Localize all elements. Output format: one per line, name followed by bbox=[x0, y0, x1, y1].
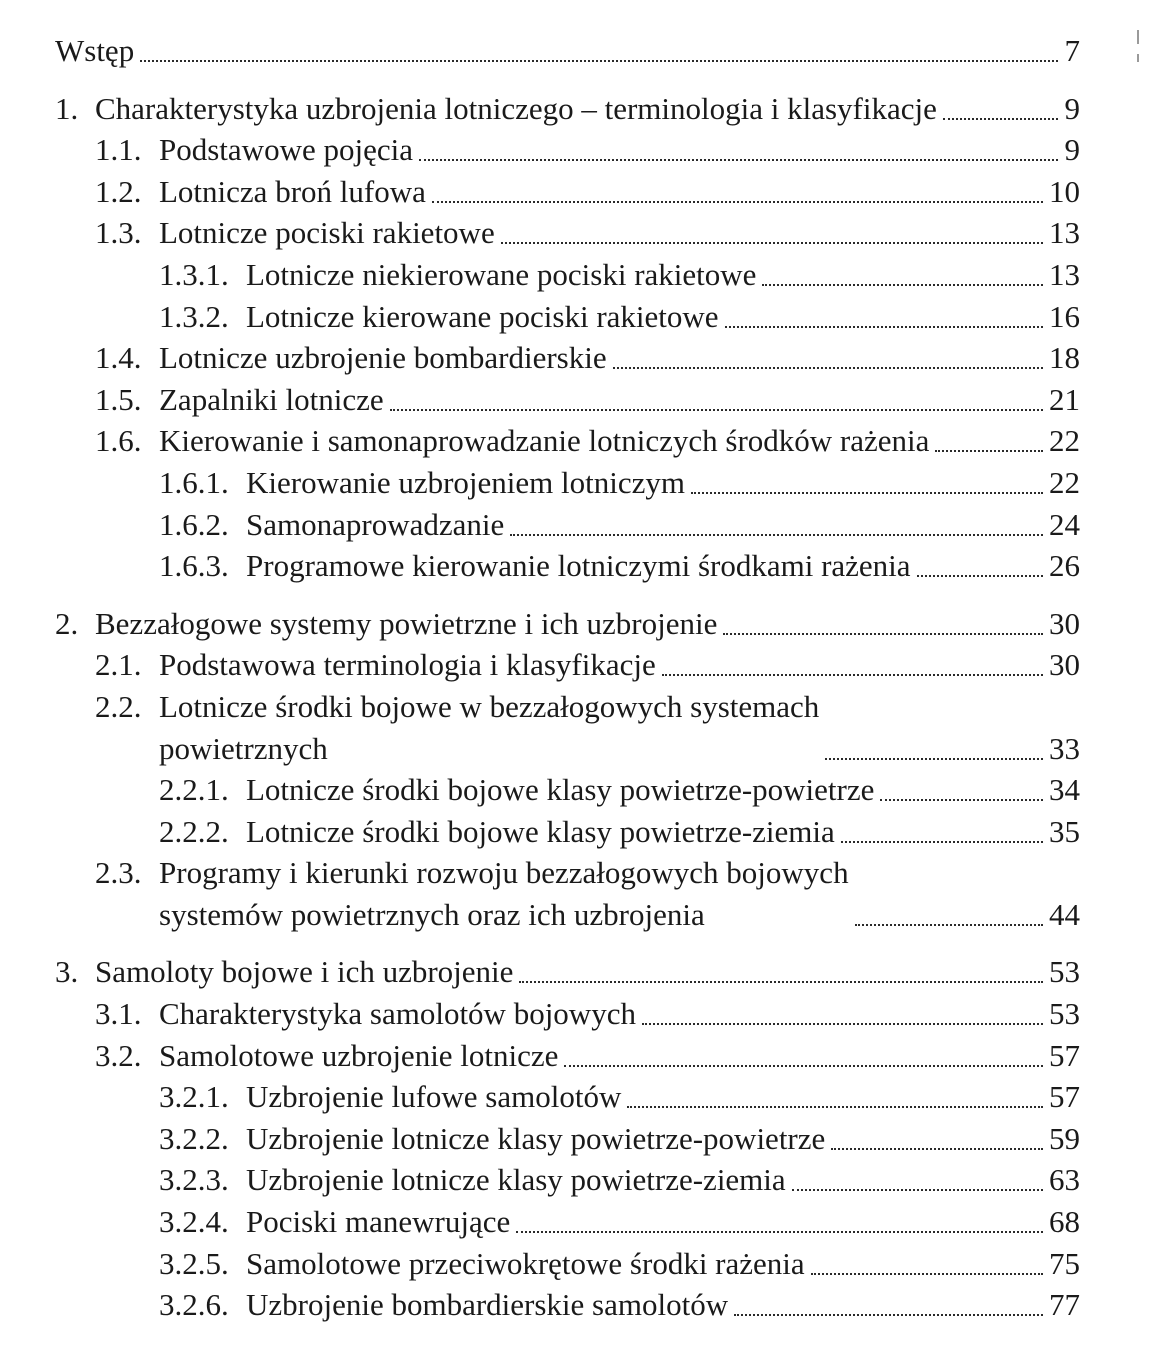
toc-leader-dots bbox=[140, 60, 1058, 62]
toc-page-number: 13 bbox=[1049, 215, 1080, 251]
toc-page-number: 53 bbox=[1049, 954, 1080, 990]
toc-entry-title: Kierowanie i samonaprowadzanie lotniczych środków rażenia bbox=[159, 423, 930, 459]
toc-entry bbox=[55, 337, 1080, 379]
toc-entry bbox=[55, 171, 1080, 213]
toc-entry-title: Uzbrojenie lufowe samolotów bbox=[246, 1079, 622, 1115]
toc-entry-title: Lotnicze niekierowane pociski rakietowe bbox=[246, 256, 757, 292]
toc-entry-title: Lotnicza broń lufowa bbox=[159, 173, 426, 209]
toc-entry-number: 1.6.2. bbox=[159, 506, 229, 542]
toc-page-number: 57 bbox=[1049, 1037, 1080, 1073]
toc-entry-title: Samolotowe uzbrojenie lotnicze bbox=[159, 1037, 559, 1073]
toc-entry-number: 2.1. bbox=[95, 647, 142, 683]
toc-entry-title: Wstęp bbox=[55, 33, 135, 68]
toc-leader-dots bbox=[510, 534, 1043, 536]
toc-page-number: 22 bbox=[1049, 423, 1080, 459]
toc-entry-title-continuation: powietrznych bbox=[159, 730, 328, 766]
toc-entry-number: 1.6. bbox=[95, 423, 142, 459]
toc-entry bbox=[55, 603, 1080, 645]
toc-entry bbox=[55, 1118, 1080, 1160]
toc-entry-title: Uzbrojenie lotnicze klasy powietrze-ziemia bbox=[246, 1162, 786, 1198]
toc-entry-number: 3.2.1. bbox=[159, 1079, 229, 1115]
toc-entry-number: 1.6.1. bbox=[159, 464, 229, 500]
toc-page-number: 77 bbox=[1049, 1287, 1080, 1323]
toc-page-number: 22 bbox=[1049, 464, 1080, 500]
toc-entry-number: 1.3.1. bbox=[159, 256, 229, 292]
toc-entry-title: Bezzałogowe systemy powietrzne i ich uzbrojenie bbox=[95, 605, 718, 641]
toc-entry-title: Charakterystyka uzbrojenia lotniczego – terminologia i klasyfikacje bbox=[95, 90, 937, 126]
toc-entry bbox=[55, 1035, 1080, 1077]
toc-entry-title: Samolotowe przeciwokrętowe środki rażenia bbox=[246, 1245, 805, 1281]
toc-entry bbox=[55, 811, 1080, 853]
toc-entry-title: Lotnicze uzbrojenie bombardierskie bbox=[159, 340, 607, 376]
toc-entry bbox=[55, 852, 1080, 935]
toc-entry bbox=[55, 420, 1080, 462]
toc-page-number: 44 bbox=[1049, 896, 1080, 932]
toc-leader-dots bbox=[831, 1148, 1043, 1150]
toc-leader-dots bbox=[792, 1189, 1043, 1191]
toc-entry-number: 1.2. bbox=[95, 173, 142, 209]
toc-leader-dots bbox=[516, 1231, 1043, 1233]
toc-entry-title: Lotnicze środki bojowe klasy powietrze-ziemia bbox=[246, 813, 835, 849]
toc-leader-dots bbox=[943, 118, 1058, 120]
toc-page-number: 10 bbox=[1049, 173, 1080, 209]
toc-entry-number: 1.5. bbox=[95, 381, 142, 417]
toc-page-number: 7 bbox=[1064, 33, 1080, 68]
toc-leader-dots bbox=[613, 367, 1043, 369]
toc-entry-title: Lotnicze kierowane pociski rakietowe bbox=[246, 298, 719, 334]
toc-entry-number: 2. bbox=[55, 605, 79, 641]
toc-leader-dots bbox=[917, 575, 1043, 577]
toc-leader-dots bbox=[811, 1273, 1043, 1275]
toc-leader-dots bbox=[723, 633, 1043, 635]
toc-page-number: 75 bbox=[1049, 1245, 1080, 1281]
toc-entry bbox=[55, 951, 1080, 993]
toc-entry-number: 2.2.1. bbox=[159, 772, 229, 808]
toc-page-number: 9 bbox=[1064, 132, 1080, 168]
toc-entry-title: Samonaprowadzanie bbox=[246, 506, 505, 542]
toc-entry bbox=[55, 1201, 1080, 1243]
toc-entry-number: 1.6.3. bbox=[159, 548, 229, 584]
toc-page-number: 30 bbox=[1049, 647, 1080, 683]
toc-entry bbox=[55, 1076, 1080, 1118]
toc-entry bbox=[55, 296, 1080, 338]
toc-entry bbox=[55, 545, 1080, 587]
toc-entry bbox=[55, 88, 1080, 130]
toc-page-number: 24 bbox=[1049, 506, 1080, 542]
toc-page-number: 13 bbox=[1049, 256, 1080, 292]
toc-entry-title: Uzbrojenie lotnicze klasy powietrze-powietrze bbox=[246, 1120, 826, 1156]
toc-page-number: 57 bbox=[1049, 1079, 1080, 1115]
toc-entry-number: 2.3. bbox=[95, 855, 142, 891]
toc-entry-title: Programowe kierowanie lotniczymi środkami rażenia bbox=[246, 548, 911, 584]
toc-leader-dots bbox=[725, 326, 1043, 328]
toc-entry-title-line: Lotnicze środki bojowe w bezzałogowych systemach bbox=[159, 688, 820, 724]
toc-entry-number: 3.2.4. bbox=[159, 1204, 229, 1240]
toc-entry-title: Uzbrojenie bombardierskie samolotów bbox=[246, 1287, 729, 1323]
toc-page-number: 21 bbox=[1049, 381, 1080, 417]
toc-entry-number: 1.3.2. bbox=[159, 298, 229, 334]
toc-leader-dots bbox=[762, 284, 1043, 286]
toc-leader-dots bbox=[627, 1106, 1043, 1108]
toc-page-number: 53 bbox=[1049, 996, 1080, 1032]
toc-leader-dots bbox=[734, 1314, 1043, 1316]
toc-entry-title: Podstawowa terminologia i klasyfikacje bbox=[159, 647, 656, 683]
toc-leader-dots bbox=[880, 799, 1043, 801]
scan-edge-mark bbox=[1137, 54, 1139, 62]
toc-entry bbox=[55, 769, 1080, 811]
toc-entry-title: Kierowanie uzbrojeniem lotniczym bbox=[246, 464, 686, 500]
toc-entry bbox=[55, 462, 1080, 504]
toc-entry-number: 3.2.3. bbox=[159, 1162, 229, 1198]
toc-entry-number: 3.2.5. bbox=[159, 1245, 229, 1281]
toc-entry-title: Charakterystyka samolotów bojowych bbox=[159, 996, 636, 1032]
toc-leader-dots bbox=[432, 201, 1043, 203]
toc-leader-dots bbox=[642, 1023, 1043, 1025]
toc-leader-dots bbox=[419, 159, 1058, 161]
toc-entry bbox=[55, 686, 1080, 769]
toc-entry bbox=[55, 379, 1080, 421]
toc-entry-number: 1. bbox=[55, 90, 79, 126]
toc-leader-dots bbox=[825, 758, 1043, 760]
toc-entry-title bbox=[159, 852, 849, 935]
toc-leader-dots bbox=[855, 924, 1043, 926]
toc-entry-number: 1.1. bbox=[95, 132, 142, 168]
toc-page-number: 34 bbox=[1049, 772, 1080, 808]
toc-entry bbox=[55, 644, 1080, 686]
toc-page-number: 35 bbox=[1049, 813, 1080, 849]
toc-entry bbox=[55, 212, 1080, 254]
toc-page-number: 16 bbox=[1049, 298, 1080, 334]
toc-entry-title: Samoloty bojowe i ich uzbrojenie bbox=[95, 954, 514, 990]
toc-entry bbox=[55, 993, 1080, 1035]
toc-leader-dots bbox=[691, 492, 1043, 494]
toc-entry bbox=[55, 504, 1080, 546]
toc-entry-number: 2.2. bbox=[95, 688, 142, 724]
toc-page-number: 30 bbox=[1049, 605, 1080, 641]
toc-entry-number: 3.2.2. bbox=[159, 1120, 229, 1156]
toc-entry bbox=[55, 30, 1080, 72]
toc-page-number: 63 bbox=[1049, 1162, 1080, 1198]
toc-entry-number: 3. bbox=[55, 954, 79, 990]
toc-leader-dots bbox=[501, 242, 1043, 244]
toc-entry-title-line: Programy i kierunki rozwoju bezzałogowych bojowych bbox=[159, 855, 849, 891]
toc-page-number: 59 bbox=[1049, 1120, 1080, 1156]
toc-leader-dots bbox=[564, 1065, 1043, 1067]
toc-entry-title: Pociski manewrujące bbox=[246, 1204, 511, 1240]
toc-entry-title: Podstawowe pojęcia bbox=[159, 132, 413, 168]
toc-entry bbox=[55, 254, 1080, 296]
toc-page-number: 9 bbox=[1064, 90, 1080, 126]
toc-entry bbox=[55, 129, 1080, 171]
toc-entry-number: 1.3. bbox=[95, 215, 142, 251]
toc-page-number: 33 bbox=[1049, 730, 1080, 766]
toc-entry-number: 3.1. bbox=[95, 996, 142, 1032]
toc-page-number: 18 bbox=[1049, 340, 1080, 376]
toc-entry bbox=[55, 1159, 1080, 1201]
toc-leader-dots bbox=[519, 981, 1043, 983]
toc-leader-dots bbox=[390, 409, 1043, 411]
toc-entry-title-continuation: systemów powietrznych oraz ich uzbrojenia bbox=[159, 896, 705, 932]
toc-entry-number: 3.2.6. bbox=[159, 1287, 229, 1323]
toc-leader-dots bbox=[662, 674, 1043, 676]
toc-entry-title bbox=[159, 686, 819, 769]
toc-entry-number: 2.2.2. bbox=[159, 813, 229, 849]
scan-edge-mark bbox=[1137, 30, 1139, 44]
toc-page-number: 68 bbox=[1049, 1204, 1080, 1240]
toc-entry bbox=[55, 1284, 1080, 1326]
toc-leader-dots bbox=[841, 841, 1043, 843]
toc-entry-number: 1.4. bbox=[95, 340, 142, 376]
toc-entry bbox=[55, 1243, 1080, 1285]
toc-page-number: 26 bbox=[1049, 548, 1080, 584]
table-of-contents bbox=[55, 30, 1080, 1326]
toc-entry-title: Lotnicze pociski rakietowe bbox=[159, 215, 495, 251]
toc-leader-dots bbox=[935, 450, 1043, 452]
toc-entry-title: Zapalniki lotnicze bbox=[159, 381, 384, 417]
toc-entry-title: Lotnicze środki bojowe klasy powietrze-powietrze bbox=[246, 772, 875, 808]
toc-entry-number: 3.2. bbox=[95, 1037, 142, 1073]
